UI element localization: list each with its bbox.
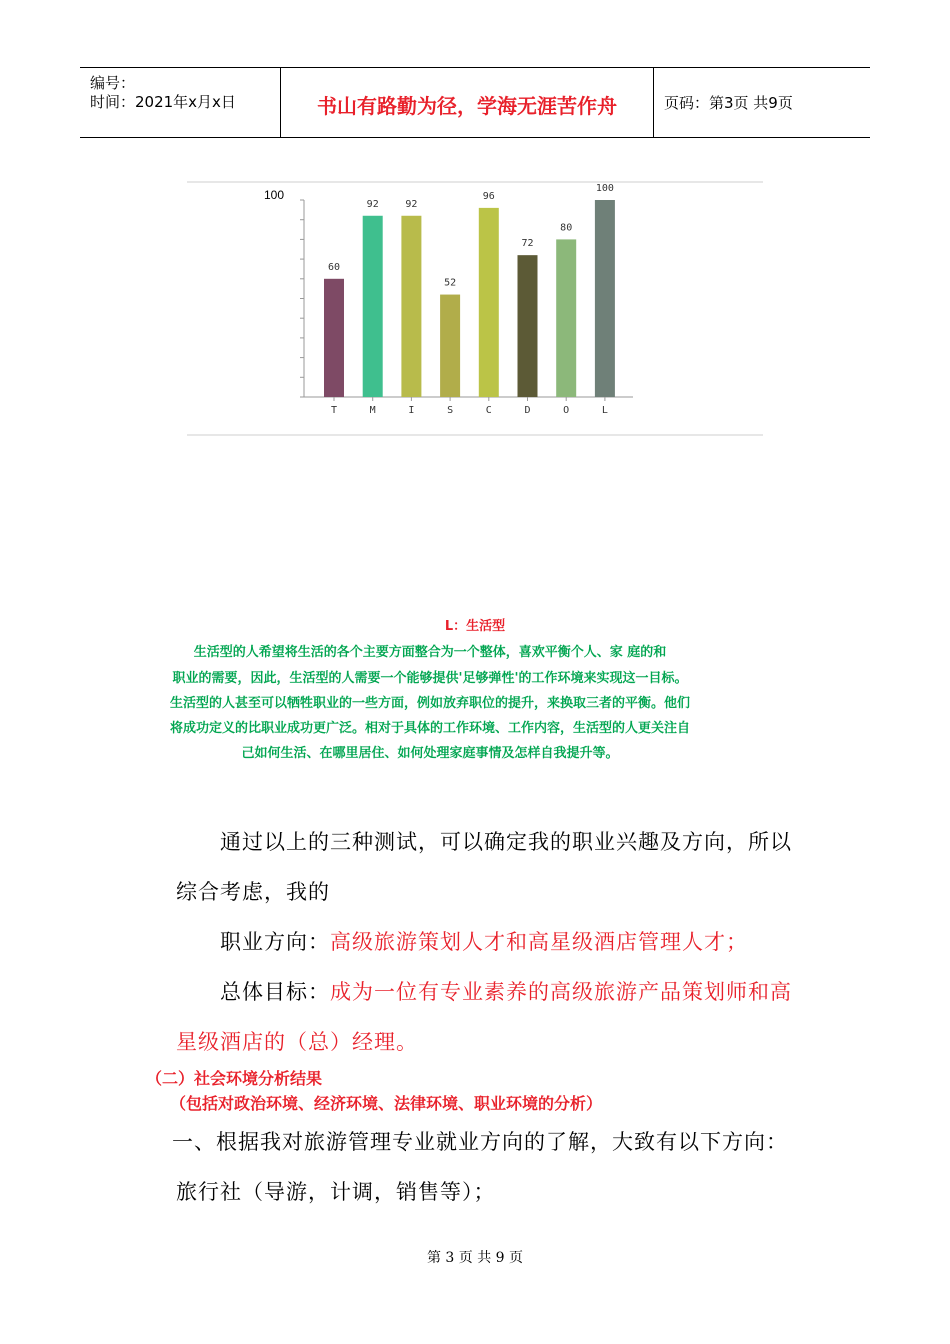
item-2: 旅行社（导游，计调，销售等）； — [176, 1180, 496, 1204]
goal-value-line-2: 星级酒店的（总）经理。 — [176, 1030, 418, 1054]
time-label: 时间：2021年x月x日 — [90, 93, 236, 111]
x-tick-label-D: D — [524, 405, 531, 416]
bar-O — [556, 239, 576, 397]
x-tick-label-M: M — [369, 405, 376, 416]
x-tick-label-T: T — [330, 405, 338, 416]
data-label-M: 92 — [366, 198, 379, 210]
motto: 书山有路勤为径，学海无涯苦作舟 — [317, 94, 617, 118]
data-label-T: 60 — [327, 261, 341, 273]
header-motto-cell — [281, 68, 654, 137]
green-line-2: 职业的需要，因此，生活型的人需要一个能够提供'足够弹性'的工作环境来实现这一目标。 — [172, 671, 688, 686]
overall-goal — [220, 976, 792, 1006]
data-label-C: 96 — [482, 190, 495, 202]
green-line-1: 生活型的人希望将生活的各个主要方面整合为一个整体，喜欢平衡个人、家 庭的和 — [193, 645, 667, 660]
footer-page-number: 第 3 页 共 9 页 — [426, 1250, 524, 1266]
bar-C — [479, 208, 499, 397]
bar-D — [518, 255, 538, 397]
bar-L — [595, 200, 615, 397]
x-tick-label-L: L — [601, 405, 608, 416]
green-line-4: 将成功定义的比职业成功更广泛。相对于具体的工作环境、工作内容，生活型的人更关注自 — [169, 721, 690, 736]
header-page-cell — [654, 68, 870, 137]
header-meta-cell — [80, 68, 281, 137]
data-label-I: 92 — [405, 198, 418, 210]
green-line-3: 生活型的人甚至可以牺牲职业的一些方面，例如放弃职位的提升，来换取三者的平衡。他们 — [169, 696, 690, 711]
header-table — [80, 67, 870, 138]
section-title-l: L：生活型 — [444, 619, 506, 634]
x-tick-label-I: I — [408, 405, 415, 416]
bar-I — [401, 216, 421, 397]
page-label: 页码：第3页 共9页 — [664, 94, 793, 112]
paragraph-line-2: 综合考虑，我的 — [176, 880, 330, 904]
goal-value-line-1: 成为一位有专业素养的高级旅游产品策划师和高 — [330, 980, 792, 1004]
bar-S — [440, 295, 460, 397]
data-label-L: 100 — [595, 183, 614, 194]
goal-label: 总体目标： — [220, 980, 330, 1004]
data-label-D: 72 — [521, 238, 534, 250]
career-label: 职业方向： — [220, 930, 330, 954]
data-label-O: 80 — [560, 222, 573, 234]
career-value: 高级旅游策划人才和高星级酒店管理人才； — [330, 930, 748, 954]
bar-T — [324, 279, 344, 397]
green-line-5: 己如何生活、在哪里居住、如何处理家庭事情及怎样自我提升等。 — [241, 746, 619, 761]
paragraph-line-1: 通过以上的三种测试，可以确定我的职业兴趣及方向，所以 — [220, 830, 792, 854]
item-1: 一、根据我对旅游管理专业就业方向的了解，大致有以下方向： — [172, 1130, 788, 1154]
section-heading: （二）社会环境分析结果 — [146, 1069, 323, 1088]
section-subheading: （包括对政治环境、经济环境、法律环境、职业环境的分析） — [170, 1094, 603, 1113]
x-tick-label-S: S — [447, 405, 454, 416]
bar-M — [363, 216, 383, 397]
x-tick-label-C: C — [485, 405, 492, 416]
number-label: 编号： — [90, 74, 136, 92]
x-tick-label-O: O — [563, 405, 570, 416]
bar-chart — [187, 180, 763, 436]
career-direction — [220, 926, 748, 956]
y-tick-label: 100 — [263, 188, 284, 202]
data-label-S: 52 — [444, 277, 457, 289]
